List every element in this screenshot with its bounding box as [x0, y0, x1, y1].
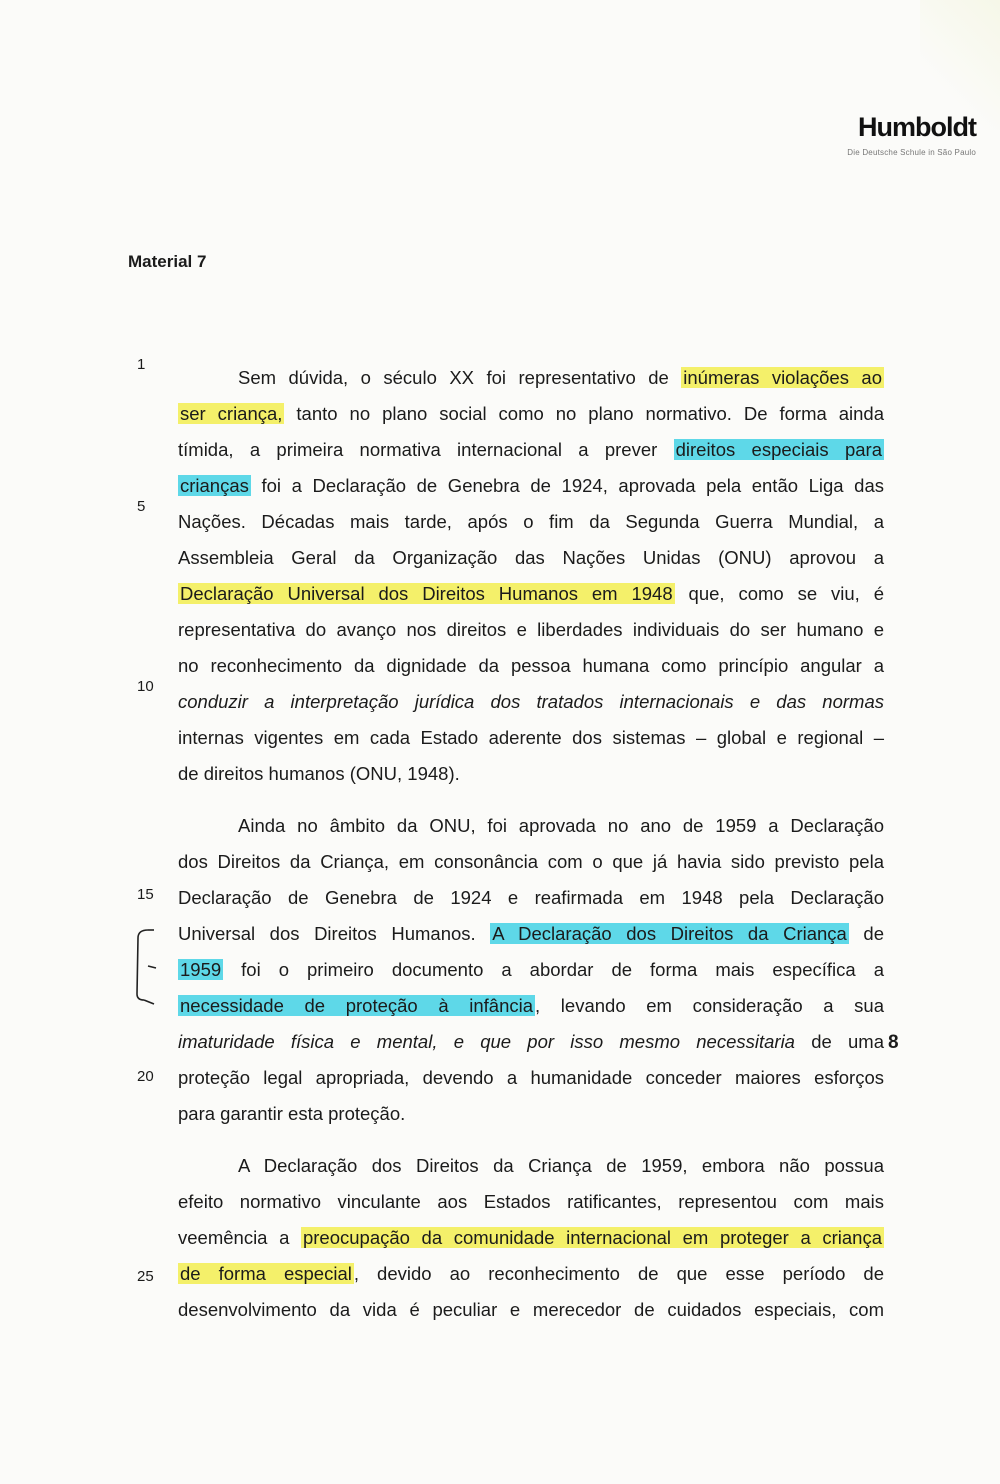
- paragraph-1: [178, 360, 884, 792]
- line-number-15: 15: [137, 886, 154, 903]
- text-line: representativa do avanço nos direitos e liberdades individuais do ser humano e: [178, 619, 884, 640]
- text-line: Ainda no âmbito da ONU, foi aprovada no ano de 1959 a Declaração: [238, 815, 884, 836]
- text-line: dos Direitos da Criança, em consonância com o que já havia sido previsto pela: [178, 851, 884, 872]
- text-run: foi o primeiro documento a abordar de forma mais específica a: [223, 959, 884, 980]
- logo-subtitle: Die Deutsche Schule in São Paulo: [847, 148, 976, 157]
- text-run: de uma: [794, 1031, 884, 1052]
- text-run: tanto no plano social como no plano normativo. De forma ainda: [284, 403, 884, 424]
- text-line: no reconhecimento da dignidade da pessoa humana como princípio angular a: [178, 655, 884, 676]
- text-line: proteção legal apropriada, devendo a humanidade conceder maiores esforços: [178, 1067, 884, 1088]
- text-run: , devido ao reconhecimento de que esse período de: [353, 1263, 884, 1284]
- text-line: desenvolvimento da vida é peculiar e merecedor de cuidados especiais, com: [178, 1299, 884, 1320]
- text-run: de: [848, 923, 884, 944]
- text-run: veemência a: [178, 1227, 301, 1248]
- text-line: conduzir a interpretação jurídica dos tratados internacionais e das normas: [178, 691, 884, 712]
- line-number-1: 1: [137, 356, 146, 373]
- highlight-yellow: inúmeras violações ao: [683, 367, 882, 388]
- corner-shade: [920, 0, 1000, 130]
- text-line: para garantir esta proteção.: [178, 1103, 406, 1124]
- line-number-25: 25: [137, 1268, 154, 1285]
- text-line: [178, 396, 884, 432]
- highlight-blue: direitos especiais para: [675, 439, 882, 460]
- logo-title: Humboldt: [858, 112, 976, 142]
- highlight-yellow: de forma especial: [180, 1263, 352, 1284]
- text-line: de direitos humanos (ONU, 1948).: [178, 763, 460, 784]
- text-line: internas vigentes em cada Estado aderente dos sistemas – global e regional –: [178, 727, 884, 748]
- text-line: [178, 1256, 884, 1292]
- handwritten-bracket-mark: [134, 926, 162, 1006]
- text-run: tímida, a primeira normativa internacional a prever: [178, 439, 674, 460]
- text-run: Universal dos Direitos Humanos.: [178, 923, 491, 944]
- text-line: [178, 1220, 884, 1256]
- paragraph-2: [178, 808, 884, 1132]
- text-line: [178, 916, 884, 952]
- line-number-20: 20: [137, 1068, 154, 1085]
- text-line: Declaração de Genebra de 1924 e reafirmada em 1948 pela Declaração: [178, 887, 884, 908]
- paragraph-3: [178, 1148, 884, 1328]
- text-run: , levando em consideração a sua: [535, 995, 884, 1016]
- text-line: [178, 360, 884, 396]
- text-line: Assembleia Geral da Organização das Nações Unidas (ONU) aprovou a: [178, 547, 884, 568]
- highlight-blue: A Declaração dos Direitos da Criança: [492, 923, 847, 944]
- text-line: Nações. Décadas mais tarde, após o fim da Segunda Guerra Mundial, a: [178, 511, 884, 532]
- highlight-blue: necessidade de proteção à infância: [180, 995, 534, 1016]
- highlight-blue: crianças: [180, 475, 249, 496]
- highlight-blue: 1959: [180, 959, 222, 980]
- text-run: foi a Declaração de Genebra de 1924, aprovada pela então Liga das: [250, 475, 884, 496]
- section-label: Material 7: [128, 252, 207, 271]
- text-line: A Declaração dos Direitos da Criança de 1959, embora não possua: [238, 1155, 884, 1176]
- highlight-yellow: preocupação da comunidade internacional em proteger a criança: [302, 1227, 882, 1248]
- text-line: [178, 988, 884, 1024]
- text-run: que, como se viu, é: [674, 583, 884, 604]
- text-line: [178, 576, 884, 612]
- text-run: imaturidade física e mental, e que por isso mesmo necessitaria: [178, 1031, 795, 1052]
- page-number: 8: [888, 1032, 899, 1053]
- highlight-yellow: Declaração Universal dos Direitos Humanos em 1948: [180, 583, 673, 604]
- line-number-5: 5: [137, 498, 146, 515]
- text-line: [178, 432, 884, 468]
- text-run: Sem dúvida, o século XX foi representativo de: [238, 367, 682, 388]
- text-line: [178, 468, 884, 504]
- text-line: efeito normativo vinculante aos Estados ratificantes, representou com mais: [178, 1191, 884, 1212]
- line-number-10: 10: [137, 678, 154, 695]
- school-logo: [847, 112, 976, 157]
- text-line: [178, 952, 884, 988]
- text-line: [178, 1024, 884, 1060]
- highlight-yellow: ser criança,: [180, 403, 283, 424]
